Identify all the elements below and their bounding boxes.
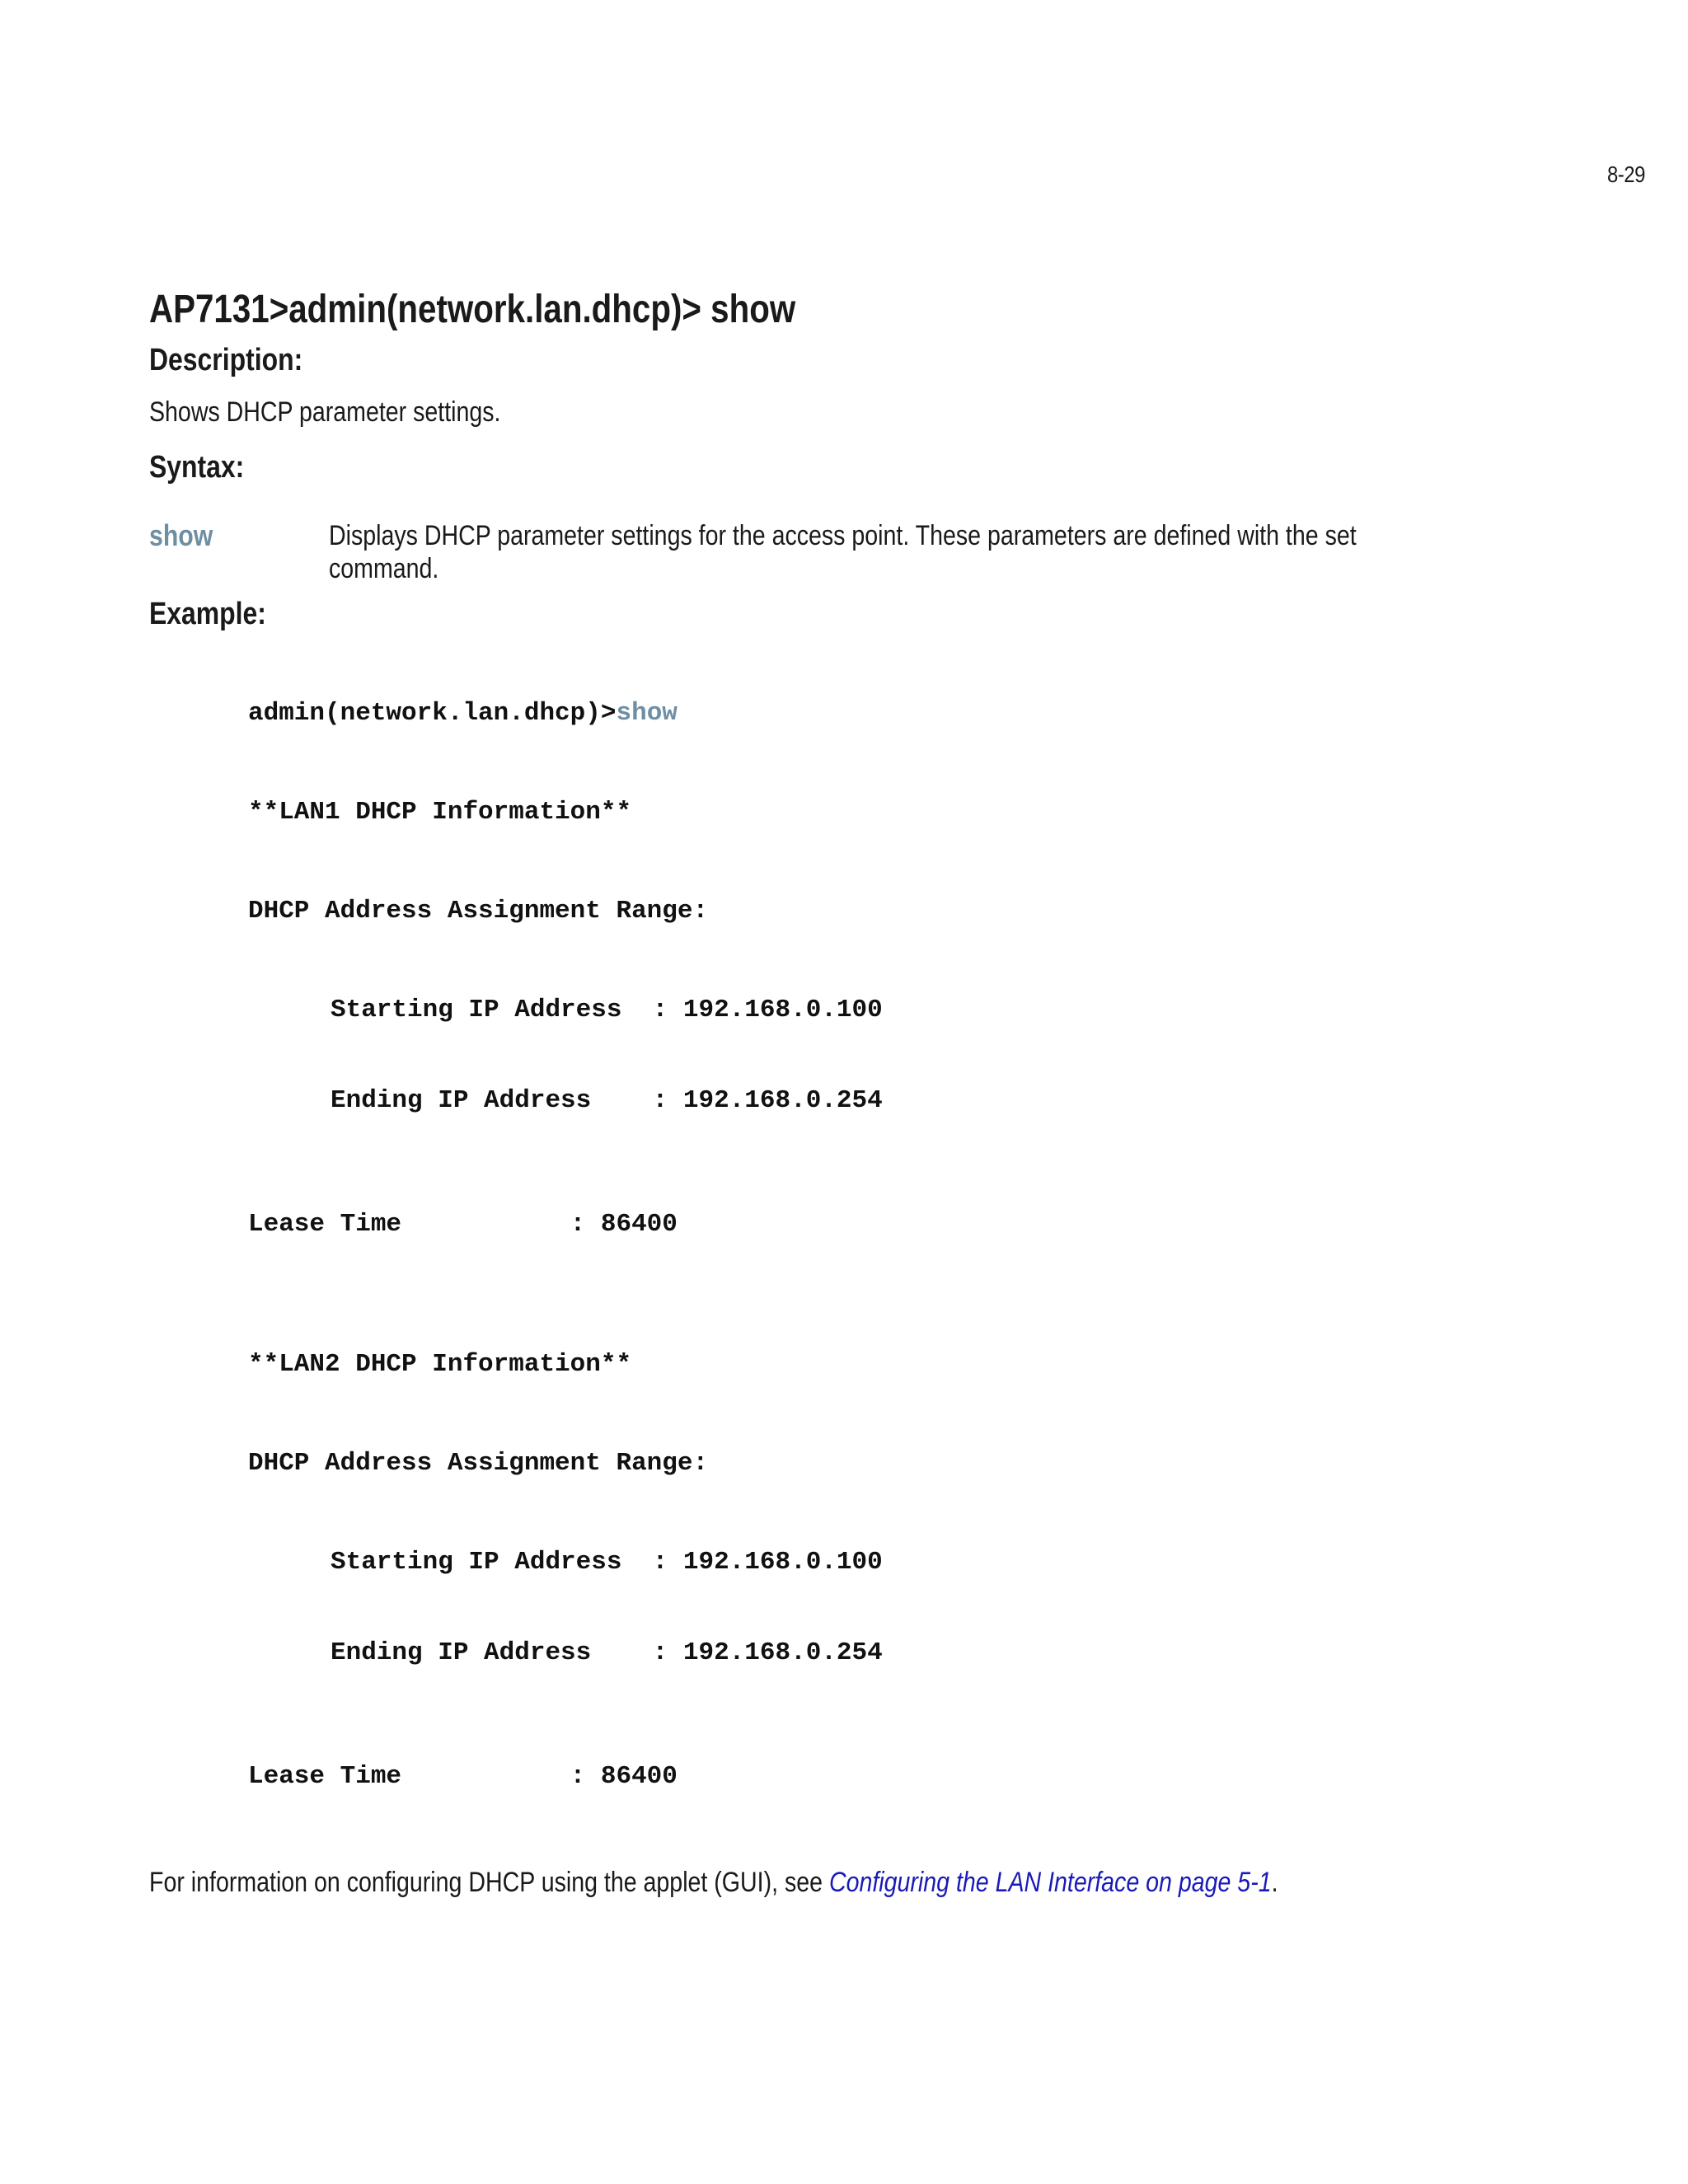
- code-line-lan2-header: **LAN2 DHCP Information**: [248, 1350, 632, 1379]
- code-line-lan1-end: Ending IP Address : 192.168.0.254: [331, 1086, 883, 1115]
- code-line-lan2-lease: Lease Time : 86400: [248, 1762, 678, 1791]
- command-heading: AP7131>admin(network.lan.dhcp)> show: [149, 288, 796, 331]
- syntax-description-line: command.: [329, 553, 439, 584]
- document-body: [149, 280, 1534, 1900]
- example-code-block: [248, 640, 1534, 1851]
- code-line-lan1-range: DHCP Address Assignment Range:: [248, 897, 709, 926]
- syntax-row: [149, 519, 1534, 593]
- code-line-lan1-start: Starting IP Address : 192.168.0.100: [331, 996, 883, 1024]
- description-text: Shows DHCP parameter settings.: [149, 396, 501, 428]
- code-prompt: admin(network.lan.dhcp)>: [248, 699, 617, 728]
- syntax-description-line: Displays DHCP parameter settings for the access point. These parameters are defined with the set: [329, 520, 1357, 551]
- code-line-prompt: [248, 697, 1534, 730]
- code-line-lan2-start: Starting IP Address : 192.168.0.100: [331, 1548, 883, 1577]
- example-label: Example:: [149, 597, 266, 631]
- description-label: Description:: [149, 343, 303, 377]
- code-line-lan1-lease: Lease Time : 86400: [248, 1210, 678, 1239]
- syntax-term: show: [149, 518, 213, 552]
- code-line-lan1-header: **LAN1 DHCP Information**: [248, 798, 632, 827]
- code-line-lan2-range: DHCP Address Assignment Range:: [248, 1449, 709, 1478]
- code-command: show: [616, 699, 678, 728]
- footer-note-suffix: .: [1271, 1867, 1278, 1898]
- footer-note: [149, 1864, 1312, 1900]
- cross-reference-link[interactable]: Configuring the LAN Interface on page 5-1: [828, 1867, 1272, 1898]
- syntax-label: Syntax:: [149, 450, 245, 485]
- code-line-lan2-end: Ending IP Address : 192.168.0.254: [331, 1638, 883, 1667]
- footer-note-text: For information on configuring DHCP using the applet (GUI), see: [149, 1867, 829, 1898]
- syntax-description: [329, 519, 1357, 585]
- page-number: 8-29: [1607, 162, 1645, 187]
